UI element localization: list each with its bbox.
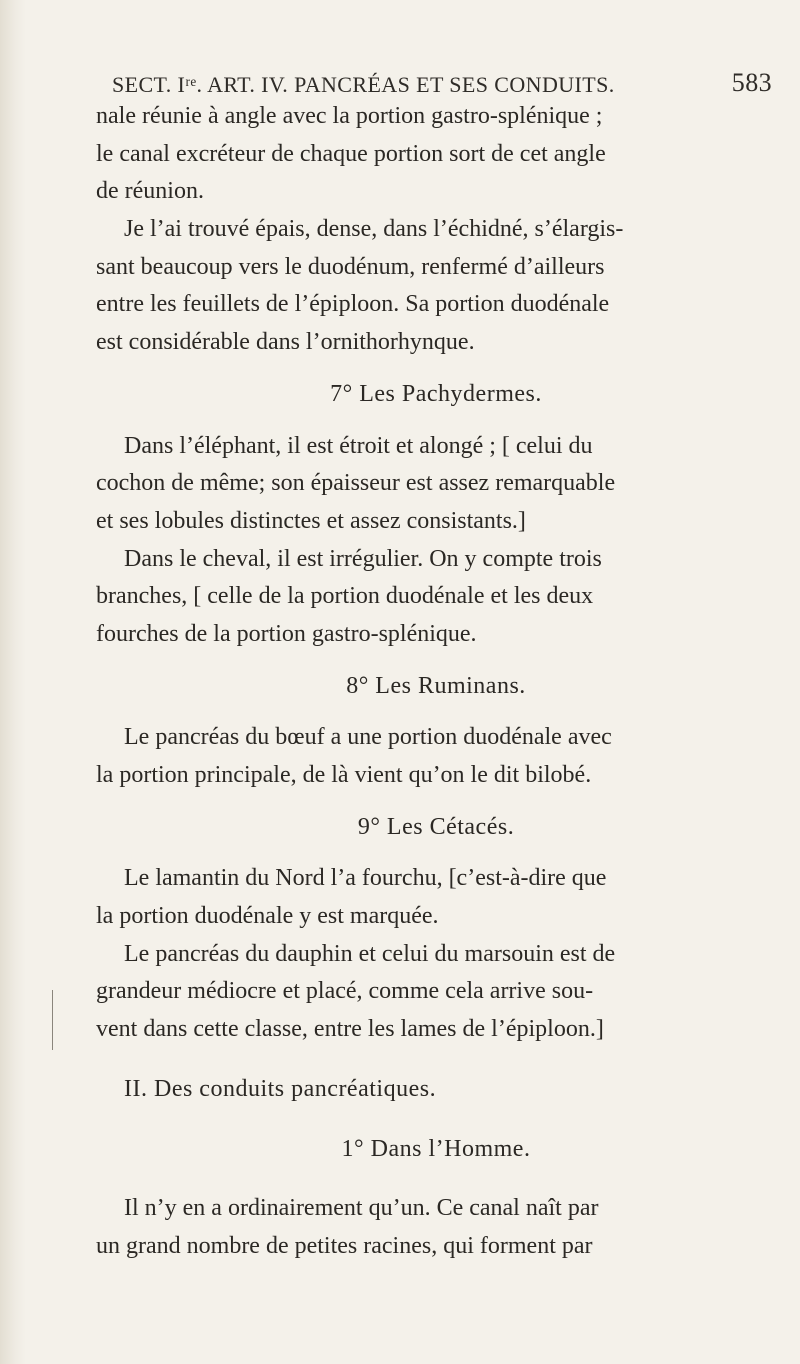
text-line: un grand nombre de petites racines, qui forment par xyxy=(96,1232,593,1259)
body-text xyxy=(96,98,776,1266)
page-number: 583 xyxy=(731,68,772,97)
section-heading: 7° Les Pachydermes. xyxy=(330,380,542,407)
text-line: Il n’y en a ordinairement qu’un. Ce canal naît par xyxy=(124,1195,599,1222)
section-heading: II. Des conduits pancréatiques. xyxy=(124,1075,437,1102)
running-head-title: SECT. Iʳᵉ. ART. IV. PANCRÉAS ET SES CONDUITS. xyxy=(112,72,615,97)
section-heading: 8° Les Ruminans. xyxy=(346,672,526,699)
text-line: grandeur médiocre et placé, comme cela arrive sou- xyxy=(96,978,594,1005)
running-header xyxy=(112,68,772,98)
margin-rule xyxy=(52,990,53,1050)
text-line: vent dans cette classe, entre les lames de l’épiploon.] xyxy=(96,1016,604,1043)
text-line: fourches de la portion gastro-splénique. xyxy=(96,620,477,647)
text-line: Je l’ai trouvé épais, dense, dans l’échidné, s’élargis- xyxy=(124,216,624,243)
page-gutter-shadow xyxy=(0,0,26,1364)
text-line: Le lamantin du Nord l’a fourchu, [c’est-à-dire que xyxy=(124,865,607,892)
text-line: Le pancréas du bœuf a une portion duodénale avec xyxy=(124,724,612,751)
text-line: sant beaucoup vers le duodénum, renfermé d’ailleurs xyxy=(96,253,605,280)
text-line: le canal excréteur de chaque portion sort de cet angle xyxy=(96,140,606,167)
text-line: et ses lobules distinctes et assez consistants.] xyxy=(96,507,526,534)
text-line: Dans l’éléphant, il est étroit et alongé ; [ celui du xyxy=(124,432,593,459)
text-line: la portion principale, de là vient qu’on le dit bilobé. xyxy=(96,762,592,788)
text-line: cochon de même; son épaisseur est assez remarquable xyxy=(96,470,616,497)
text-line: Dans le cheval, il est irrégulier. On y compte trois xyxy=(124,545,602,572)
text-line: est considérable dans l’ornithorhynque. xyxy=(96,329,475,356)
text-line: de réunion. xyxy=(96,178,204,205)
text-line: la portion duodénale y est marquée. xyxy=(96,903,439,930)
text-line: Le pancréas du dauphin et celui du marsouin est de xyxy=(124,940,616,967)
text-line: nale réunie à angle avec la portion gastro-splénique ; xyxy=(96,103,603,129)
text-line: entre les feuillets de l’épiploon. Sa portion duodénale xyxy=(96,291,610,318)
section-heading: 9° Les Cétacés. xyxy=(357,813,515,840)
section-heading: 1° Dans l’Homme. xyxy=(341,1135,531,1162)
text-line: branches, [ celle de la portion duodénale et les deux xyxy=(96,583,594,610)
